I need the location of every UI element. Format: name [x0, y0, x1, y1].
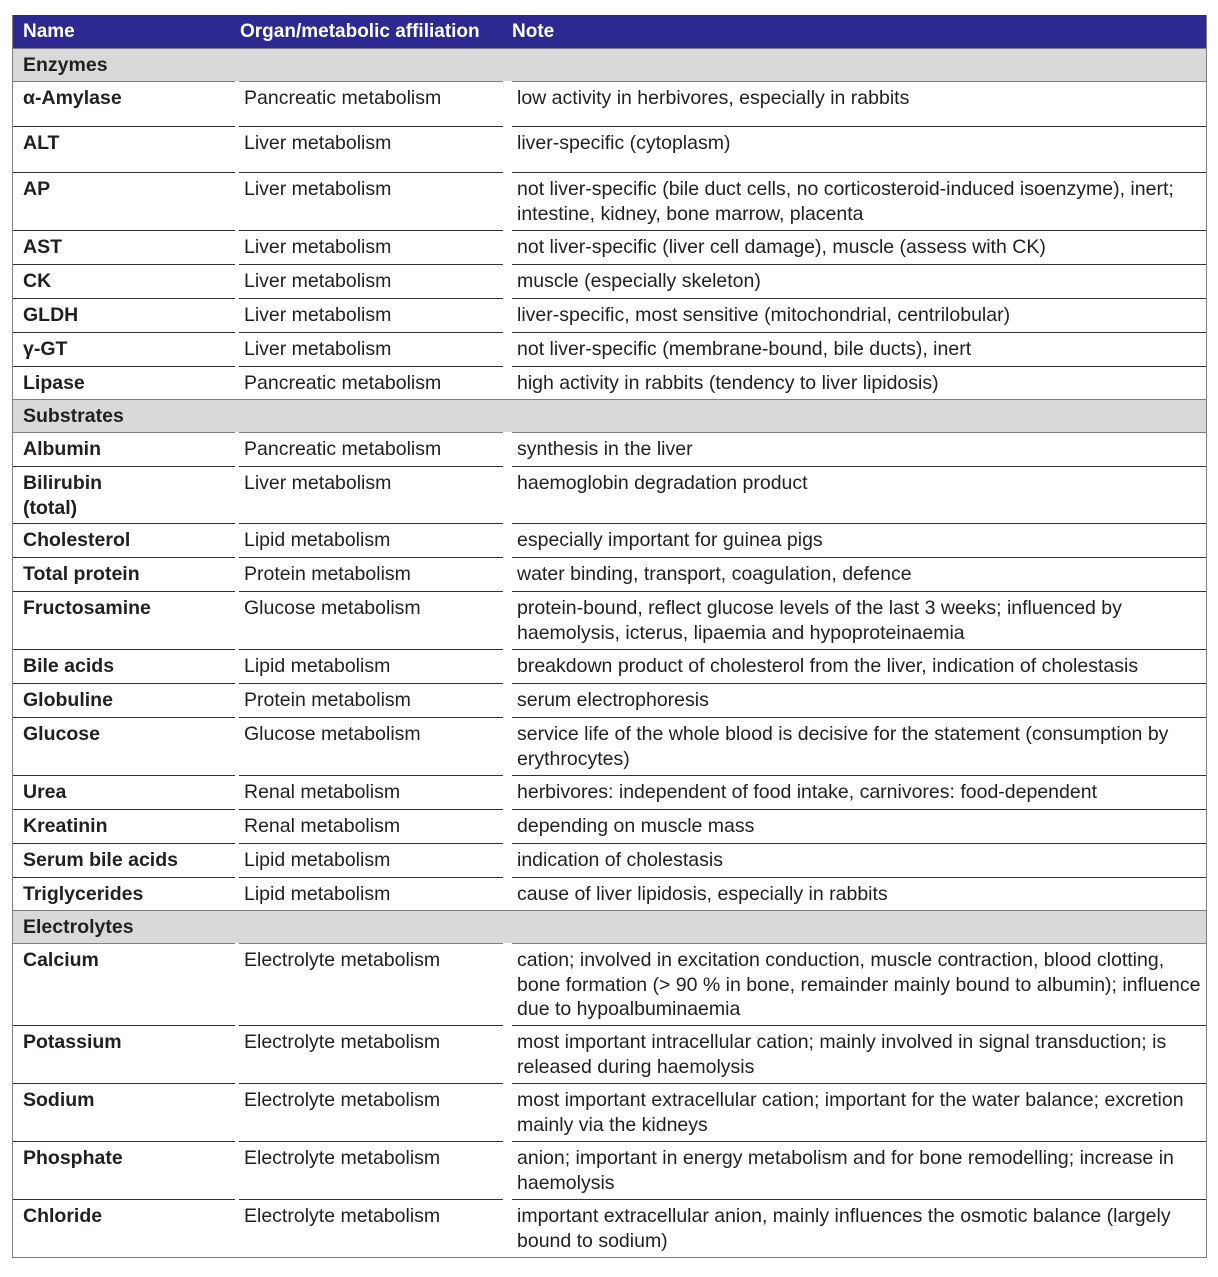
- cell-name: Phosphate: [13, 1141, 235, 1199]
- cell-affiliation: Electrolyte metabolism: [239, 1141, 503, 1199]
- cell-name: CK: [13, 264, 235, 298]
- cell-name: AST: [13, 230, 235, 264]
- table-row: [13, 523, 1206, 557]
- table-row: [13, 1083, 1206, 1141]
- table-row: [13, 557, 1206, 591]
- table-row: [13, 717, 1206, 775]
- cell-note: haemoglobin degradation product: [512, 466, 1206, 523]
- cell-note: most important extracellular cation; important for the water balance; excretion mainly via the kidneys: [512, 1083, 1206, 1141]
- cell-affiliation: Liver metabolism: [239, 298, 503, 332]
- cell-name: Albumin: [13, 432, 235, 466]
- table-row: [13, 809, 1206, 843]
- cell-note: liver-specific, most sensitive (mitochondrial, centrilobular): [512, 298, 1206, 332]
- cell-note: important extracellular anion, mainly influences the osmotic balance (largely bound to sodium): [512, 1199, 1206, 1257]
- table-row: [13, 298, 1206, 332]
- cell-affiliation: Liver metabolism: [239, 172, 503, 230]
- cell-note: water binding, transport, coagulation, defence: [512, 557, 1206, 591]
- cell-note: not liver-specific (liver cell damage), muscle (assess with CK): [512, 230, 1206, 264]
- cell-name: Sodium: [13, 1083, 235, 1141]
- cell-name: Lipase: [13, 366, 235, 399]
- cell-affiliation: Lipid metabolism: [239, 877, 503, 910]
- cell-note: synthesis in the liver: [512, 432, 1206, 466]
- table-row: [13, 1141, 1206, 1199]
- cell-note: most important intracellular cation; mainly involved in signal transduction; is released during haemolysis: [512, 1025, 1206, 1083]
- cell-name: Cholesterol: [13, 523, 235, 557]
- cell-note: cause of liver lipidosis, especially in rabbits: [512, 877, 1206, 910]
- table-row: [13, 126, 1206, 172]
- table-row: [13, 1199, 1206, 1257]
- cell-name: GLDH: [13, 298, 235, 332]
- cell-affiliation: Electrolyte metabolism: [239, 1025, 503, 1083]
- cell-note: not liver-specific (bile duct cells, no corticosteroid-induced isoenzyme), inert; intestine, kidney, bone marrow, placenta: [512, 172, 1206, 230]
- cell-affiliation: Protein metabolism: [239, 683, 503, 717]
- cell-affiliation: Electrolyte metabolism: [239, 1199, 503, 1257]
- section-header-electrolytes: Electrolytes: [13, 910, 1206, 943]
- cell-name: Urea: [13, 775, 235, 809]
- cell-note: protein-bound, reflect glucose levels of the last 3 weeks; influenced by haemolysis, icterus, lipaemia and hypoproteinaemia: [512, 591, 1206, 649]
- table-row: [13, 264, 1206, 298]
- table-row: [13, 230, 1206, 264]
- cell-affiliation: Pancreatic metabolism: [239, 432, 503, 466]
- table-row: [13, 943, 1206, 1025]
- section-header-substrates: Substrates: [13, 399, 1206, 432]
- cell-name: Serum bile acids: [13, 843, 235, 877]
- section-header-enzymes: Enzymes: [13, 48, 1206, 81]
- table-body: [13, 48, 1206, 1257]
- header-note: Note: [512, 20, 555, 42]
- cell-affiliation: Glucose metabolism: [239, 717, 503, 775]
- cell-note: serum electrophoresis: [512, 683, 1206, 717]
- blood-chemistry-table: [12, 15, 1207, 1258]
- cell-affiliation: Lipid metabolism: [239, 843, 503, 877]
- table-row: [13, 466, 1206, 523]
- table-row: [13, 332, 1206, 366]
- cell-name: Potassium: [13, 1025, 235, 1083]
- cell-name: AP: [13, 172, 235, 230]
- table-row: [13, 843, 1206, 877]
- table-row: [13, 81, 1206, 126]
- cell-affiliation: Liver metabolism: [239, 230, 503, 264]
- cell-note: depending on muscle mass: [512, 809, 1206, 843]
- cell-affiliation: Protein metabolism: [239, 557, 503, 591]
- cell-affiliation: Liver metabolism: [239, 466, 503, 523]
- cell-note: service life of the whole blood is decisive for the statement (consumption by erythrocytes): [512, 717, 1206, 775]
- table-row: [13, 366, 1206, 399]
- cell-affiliation: Pancreatic metabolism: [239, 366, 503, 399]
- table-row: [13, 775, 1206, 809]
- cell-name: Kreatinin: [13, 809, 235, 843]
- table-header: [13, 15, 1206, 48]
- cell-affiliation: Liver metabolism: [239, 264, 503, 298]
- cell-affiliation: Liver metabolism: [239, 126, 503, 172]
- cell-note: breakdown product of cholesterol from the liver, indication of cholestasis: [512, 649, 1206, 683]
- cell-name: Globuline: [13, 683, 235, 717]
- cell-affiliation: Liver metabolism: [239, 332, 503, 366]
- table-row: [13, 1025, 1206, 1083]
- cell-name: γ-GT: [13, 332, 235, 366]
- table-row: [13, 432, 1206, 466]
- table-row: [13, 649, 1206, 683]
- cell-note: especially important for guinea pigs: [512, 523, 1206, 557]
- cell-affiliation: Pancreatic metabolism: [239, 81, 503, 126]
- cell-note: cation; involved in excitation conduction, muscle contraction, blood clotting, bone formation (> 90 % in bone, remainder mainly bound to albumin); influence due to hypoalbuminaemia: [512, 943, 1206, 1025]
- cell-name: Glucose: [13, 717, 235, 775]
- cell-affiliation: Renal metabolism: [239, 809, 503, 843]
- cell-name: ALT: [13, 126, 235, 172]
- cell-affiliation: Electrolyte metabolism: [239, 943, 503, 1025]
- header-name: Name: [23, 20, 75, 42]
- cell-note: muscle (especially skeleton): [512, 264, 1206, 298]
- cell-name: Bilirubin (total): [13, 466, 235, 523]
- cell-note: anion; important in energy metabolism and for bone remodelling; increase in haemolysis: [512, 1141, 1206, 1199]
- table-row: [13, 172, 1206, 230]
- cell-note: not liver-specific (membrane-bound, bile ducts), inert: [512, 332, 1206, 366]
- cell-note: low activity in herbivores, especially in rabbits: [512, 81, 1206, 126]
- header-affiliation: Organ/metabolic affiliation: [240, 20, 480, 42]
- cell-note: liver-specific (cytoplasm): [512, 126, 1206, 172]
- cell-note: high activity in rabbits (tendency to liver lipidosis): [512, 366, 1206, 399]
- cell-name: Bile acids: [13, 649, 235, 683]
- cell-affiliation: Lipid metabolism: [239, 649, 503, 683]
- cell-note: indication of cholestasis: [512, 843, 1206, 877]
- cell-affiliation: Glucose metabolism: [239, 591, 503, 649]
- cell-name: Fructosamine: [13, 591, 235, 649]
- table-row: [13, 591, 1206, 649]
- cell-affiliation: Renal metabolism: [239, 775, 503, 809]
- cell-name: Triglycerides: [13, 877, 235, 910]
- cell-note: herbivores: independent of food intake, carnivores: food-dependent: [512, 775, 1206, 809]
- cell-affiliation: Lipid metabolism: [239, 523, 503, 557]
- cell-name: Chloride: [13, 1199, 235, 1257]
- cell-name: α-Amylase: [13, 81, 235, 126]
- table-row: [13, 683, 1206, 717]
- cell-affiliation: Electrolyte metabolism: [239, 1083, 503, 1141]
- cell-name: Calcium: [13, 943, 235, 1025]
- table-row: [13, 877, 1206, 910]
- cell-name: Total protein: [13, 557, 235, 591]
